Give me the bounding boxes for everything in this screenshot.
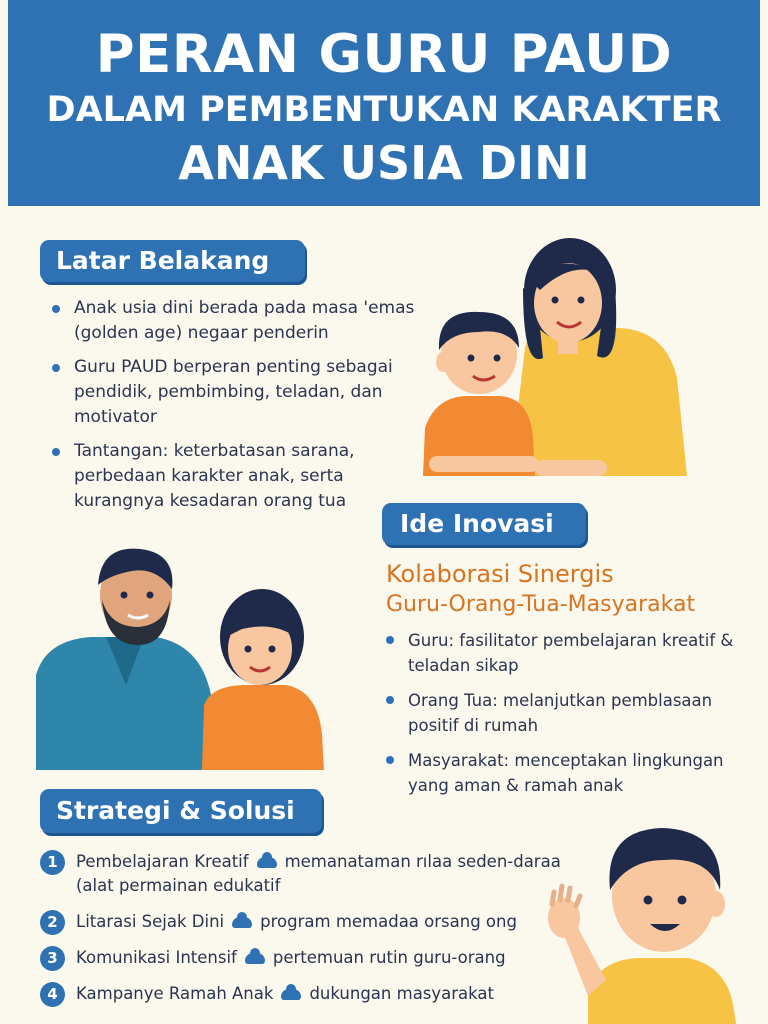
mother-son-illustration	[415, 228, 705, 478]
strategy-item	[40, 946, 600, 970]
title-line-3: ANAK USIA DINI	[178, 136, 590, 190]
strategy-desc: program memadaa orsang ong	[260, 912, 517, 931]
list-item: Anak usia dini berada pada masa 'emas (golden age) negaar penderin	[48, 296, 418, 346]
list-item: Tantangan: keterbatasan sarana, perbedaan karakter anak, serta kurangnya kesadaran orang tua	[48, 439, 418, 514]
number-badge-icon: 4	[40, 982, 65, 1007]
title-banner	[8, 0, 760, 206]
list-item: Orang Tua: melanjutkan pemblasaan positif di rumah	[382, 688, 762, 738]
latar-belakang-list	[48, 296, 418, 523]
father-daughter-illustration	[36, 545, 336, 770]
strategy-list	[40, 850, 600, 1018]
title-line-2: DALAM PEMBENTUKAN KARAKTER	[46, 90, 722, 130]
cloud-icon	[257, 857, 277, 868]
strategy-desc: memanataman rılaa seden-daraa (alat permainan edukatif	[76, 852, 561, 895]
section-header-latar-belakang: Latar Belakang	[40, 240, 305, 282]
strategy-head: Kampanye Ramah Anak	[76, 984, 274, 1003]
title-line-1: PERAN GURU PAUD	[95, 24, 673, 85]
strategy-item	[40, 850, 600, 898]
list-item: Guru: fasilitator pembelajaran kreatif & teladan sikap	[382, 628, 762, 678]
strategy-item	[40, 982, 600, 1006]
list-item: Masyarakat: menceptakan lingkungan yang aman & ramah anak	[382, 748, 762, 798]
number-badge-icon: 3	[40, 946, 65, 971]
waving-boy-illustration	[548, 820, 748, 1024]
number-badge-icon: 1	[40, 850, 65, 875]
strategy-head: Pembelajaran Kreatif	[76, 852, 249, 871]
list-item: Guru PAUD berperan penting sebagai pendidik, pembimbing, teladan, dan motivator	[48, 355, 418, 430]
cloud-icon	[232, 917, 252, 928]
innovation-subtitle-1: Kolaborasi Sinergis	[386, 560, 614, 588]
strategy-desc: dukungan masyarakat	[309, 984, 495, 1003]
strategy-head: Komunikasi Intensif	[76, 948, 237, 967]
section-header-strategi: Strategi & Solusi	[40, 789, 322, 833]
cloud-icon	[281, 989, 301, 1000]
strategy-head: Litarasi Sejak Dini	[76, 912, 225, 931]
strategy-item	[40, 910, 600, 934]
ide-inovasi-list	[382, 628, 762, 808]
innovation-subtitle-2: Guru-Orang-Tua-Masyarakat	[386, 592, 696, 617]
section-header-ide-inovasi: Ide Inovasi	[382, 503, 586, 545]
number-badge-icon: 2	[40, 910, 65, 935]
cloud-icon	[245, 953, 265, 964]
strategy-desc: pertemuan rutin guru-orang	[272, 948, 506, 967]
